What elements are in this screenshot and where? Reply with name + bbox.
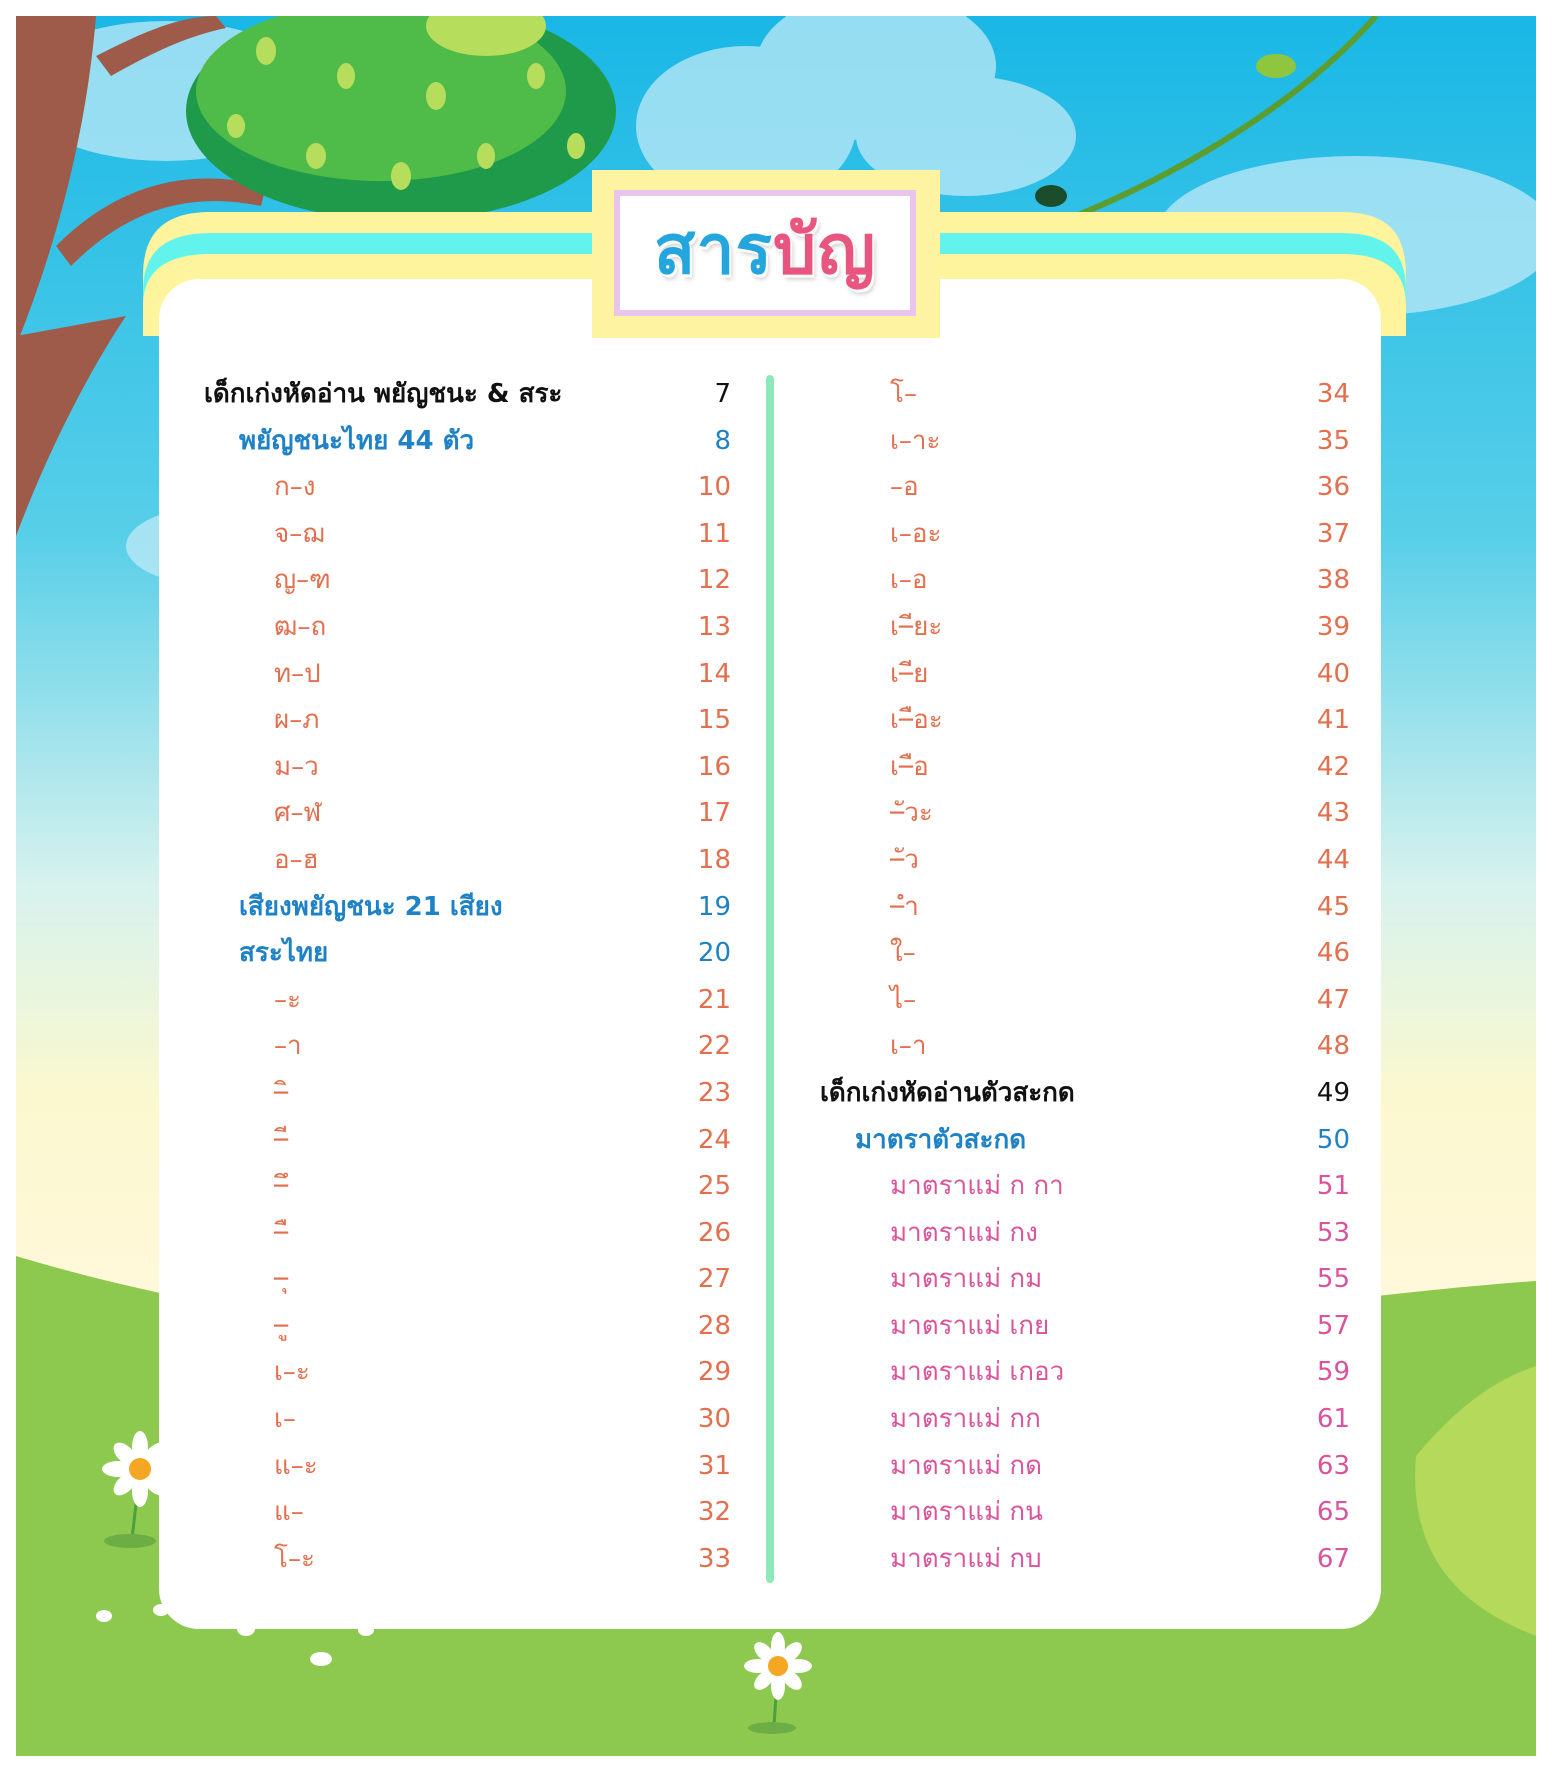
toc-entry-label: ท–ป	[274, 658, 321, 689]
toc-entry[interactable]	[820, 1308, 1350, 1355]
toc-entry-label: –ึ	[274, 1171, 289, 1202]
toc-entry-page-number: 41	[1316, 705, 1350, 736]
toc-entry[interactable]	[820, 656, 1350, 703]
toc-left-column	[204, 376, 731, 1587]
toc-entry-label: แ–ะ	[274, 1450, 318, 1481]
toc-entry-label: เด็กเก่งหัดอ่านตัวสะกด	[820, 1077, 1075, 1108]
toc-entry-page-number: 31	[697, 1450, 731, 1481]
toc-entry-label: แ–	[274, 1497, 304, 1528]
toc-entry-page-number: 38	[1316, 565, 1350, 596]
toc-entry[interactable]	[820, 423, 1350, 470]
toc-entry[interactable]	[204, 842, 731, 889]
toc-entry-page-number: 40	[1316, 658, 1350, 689]
leaf-icon	[1256, 54, 1296, 78]
toc-entry[interactable]	[820, 1448, 1350, 1495]
toc-entry-page-number: 46	[1316, 938, 1350, 969]
column-divider	[766, 375, 774, 1583]
toc-entry[interactable]	[820, 749, 1350, 796]
toc-entry-page-number: 42	[1316, 751, 1350, 782]
toc-entry[interactable]	[820, 562, 1350, 609]
toc-entry[interactable]	[204, 1401, 731, 1448]
toc-entry-page-number: 59	[1316, 1357, 1350, 1388]
leaf-icon	[1035, 185, 1067, 207]
toc-entry-page-number: 33	[697, 1543, 731, 1574]
toc-entry-page-number: 63	[1316, 1450, 1350, 1481]
toc-right-column	[820, 376, 1350, 1587]
toc-entry-page-number: 20	[697, 938, 731, 969]
toc-entry-label: เสียงพยัญชนะ 21 เสียง	[239, 891, 503, 922]
toc-entry-page-number: 65	[1316, 1497, 1350, 1528]
toc-entry[interactable]	[204, 935, 731, 982]
toc-entry[interactable]	[204, 656, 731, 703]
toc-entry-label: สระไทย	[239, 938, 329, 969]
toc-entry-label: โ–	[890, 379, 917, 409]
toc-entry-page-number: 39	[1316, 611, 1350, 642]
toc-entry-label: เ–ะ	[274, 1357, 310, 1388]
toc-entry[interactable]	[820, 1075, 1350, 1122]
toc-entry-page-number: 50	[1316, 1124, 1350, 1155]
toc-entry[interactable]	[204, 1541, 731, 1588]
toc-entry[interactable]	[820, 1261, 1350, 1308]
toc-entry[interactable]	[204, 516, 731, 563]
toc-entry[interactable]	[820, 982, 1350, 1029]
toc-entry[interactable]	[204, 423, 731, 470]
toc-entry-label: เ–	[274, 1404, 296, 1435]
toc-entry[interactable]	[204, 1168, 731, 1215]
toc-entry-page-number: 51	[1316, 1171, 1350, 1202]
toc-entry-label: มาตราแม่ กบ	[890, 1543, 1042, 1574]
toc-entry-page-number: 11	[697, 518, 731, 549]
toc-entry-page-number: 17	[697, 798, 731, 829]
toc-entry[interactable]	[820, 935, 1350, 982]
toc-entry-label: มาตราแม่ กด	[890, 1450, 1042, 1481]
toc-entry-label: เ–ือ	[890, 751, 929, 782]
toc-entry-page-number: 53	[1316, 1217, 1350, 1248]
toc-entry[interactable]	[820, 609, 1350, 656]
toc-entry[interactable]	[820, 376, 1350, 423]
toc-entry-page-number: 8	[714, 425, 731, 456]
toc-entry[interactable]	[204, 749, 731, 796]
toc-entry-page-number: 36	[1316, 472, 1350, 503]
toc-entry-label: มาตราแม่ กง	[890, 1217, 1038, 1248]
toc-entry-label: อ–ฮ	[274, 844, 319, 875]
toc-entry-page-number: 67	[1316, 1543, 1350, 1574]
toc-entry[interactable]	[204, 609, 731, 656]
toc-entry-page-number: 13	[697, 611, 731, 642]
toc-entry[interactable]	[820, 516, 1350, 563]
toc-entry-page-number: 55	[1316, 1264, 1350, 1295]
toc-entry[interactable]	[204, 469, 731, 516]
toc-entry-label: เ–าะ	[890, 425, 941, 456]
toc-entry-page-number: 27	[697, 1264, 731, 1295]
toc-entry-page-number: 23	[697, 1077, 731, 1108]
toc-entry-page-number: 19	[697, 891, 731, 922]
toc-entry-label: มาตราตัวสะกด	[855, 1124, 1027, 1155]
toc-entry-label: –ะ	[274, 984, 301, 1015]
toc-entry-label: เ–อะ	[890, 518, 942, 549]
toc-entry-page-number: 24	[697, 1124, 731, 1155]
toc-entry-label: มาตราแม่ เกย	[890, 1310, 1050, 1341]
toc-entry-page-number: 12	[697, 565, 731, 596]
toc-entry-label: มาตราแม่ กม	[890, 1264, 1043, 1295]
toc-entry-page-number: 7	[714, 379, 731, 409]
toc-entry-page-number: 26	[697, 1217, 731, 1248]
toc-entry-page-number: 44	[1316, 844, 1350, 875]
toc-entry-label: ศ–ฬ	[274, 798, 322, 829]
toc-entry-page-number: 32	[697, 1497, 731, 1528]
toc-entry[interactable]	[204, 982, 731, 1029]
toc-entry[interactable]	[204, 795, 731, 842]
toc-entry-label: พยัญชนะไทย 44 ตัว	[239, 425, 475, 456]
toc-entry-label: ไ–	[890, 984, 917, 1015]
toc-entry-page-number: 48	[1316, 1031, 1350, 1062]
toc-entry[interactable]	[204, 562, 731, 609]
toc-entry-label: มาตราแม่ กก	[890, 1404, 1041, 1435]
toc-entry-label: –ัวะ	[890, 798, 933, 829]
toc-entry[interactable]	[820, 1541, 1350, 1588]
toc-entry-page-number: 37	[1316, 518, 1350, 549]
toc-entry[interactable]	[204, 702, 731, 749]
toc-entry-label: –อ	[890, 472, 919, 503]
toc-entry-label: เ–า	[890, 1031, 927, 1062]
page-title	[653, 211, 877, 290]
toc-entry[interactable]	[204, 376, 731, 423]
toc-entry-label: มาตราแม่ เกอว	[890, 1357, 1065, 1388]
toc-entry-page-number: 29	[697, 1357, 731, 1388]
toc-entry-label: –ิ	[274, 1077, 289, 1108]
toc-entry-label: ม–ว	[274, 751, 319, 782]
toc-entry-label: –ี	[274, 1124, 289, 1155]
toc-entry-page-number: 30	[697, 1404, 731, 1435]
toc-entry-page-number: 45	[1316, 891, 1350, 922]
toc-entry[interactable]	[820, 795, 1350, 842]
toc-entry-page-number: 28	[697, 1310, 731, 1341]
toc-entry-label: ผ–ภ	[274, 705, 320, 736]
toc-entry[interactable]	[820, 1028, 1350, 1075]
toc-entry[interactable]	[820, 1354, 1350, 1401]
toc-entry-page-number: 14	[697, 658, 731, 689]
title-part-2: บัญ	[773, 211, 877, 290]
toc-entry-label: จ–ฌ	[274, 518, 325, 549]
toc-entry[interactable]	[204, 1261, 731, 1308]
toc-entry[interactable]	[820, 842, 1350, 889]
toc-entry-label: –ัว	[890, 844, 919, 875]
toc-entry-label: เ–อ	[890, 565, 928, 596]
title-box	[614, 190, 916, 316]
toc-entry-label: เด็กเก่งหัดอ่าน พยัญชนะ & สระ	[204, 379, 563, 409]
toc-entry-label: –ุ	[274, 1264, 289, 1295]
toc-entry-label: –ำ	[890, 891, 919, 922]
toc-entry-label: เ–ียะ	[890, 611, 943, 642]
toc-entry-page-number: 15	[697, 705, 731, 736]
toc-entry-page-number: 18	[697, 844, 731, 875]
toc-entry[interactable]	[204, 889, 731, 936]
toc-entry[interactable]	[204, 1028, 731, 1075]
title-part-1: สาร	[653, 211, 774, 290]
toc-entry[interactable]	[820, 469, 1350, 516]
toc-entry-label: ใ–	[890, 938, 916, 969]
book-page	[16, 16, 1536, 1756]
toc-entry-label: ญ–ฑ	[274, 565, 331, 596]
toc-entry-label: ก–ง	[274, 472, 316, 503]
toc-entry-page-number: 10	[697, 472, 731, 503]
toc-entry[interactable]	[204, 1448, 731, 1495]
toc-entry-page-number: 35	[1316, 425, 1350, 456]
toc-entry[interactable]	[820, 1215, 1350, 1262]
toc-entry-label: –า	[274, 1031, 302, 1062]
toc-entry-page-number: 34	[1316, 379, 1350, 409]
toc-entry[interactable]	[820, 1122, 1350, 1169]
toc-entry[interactable]	[204, 1308, 731, 1355]
toc-entry-page-number: 16	[697, 751, 731, 782]
toc-entry-label: –ู	[274, 1310, 289, 1341]
toc-entry[interactable]	[204, 1354, 731, 1401]
toc-entry-label: มาตราแม่ ก กา	[890, 1171, 1064, 1202]
toc-entry-label: เ–ีย	[890, 658, 929, 689]
toc-entry-page-number: 61	[1316, 1404, 1350, 1435]
toc-entry[interactable]	[820, 702, 1350, 749]
toc-entry[interactable]	[820, 1401, 1350, 1448]
toc-entry-page-number: 57	[1316, 1310, 1350, 1341]
toc-entry-label: ฒ–ถ	[274, 611, 327, 642]
toc-entry-label: –ื	[274, 1217, 289, 1248]
toc-entry[interactable]	[204, 1494, 731, 1541]
toc-entry[interactable]	[204, 1075, 731, 1122]
toc-entry-page-number: 49	[1316, 1077, 1350, 1108]
toc-entry-page-number: 43	[1316, 798, 1350, 829]
toc-entry[interactable]	[204, 1122, 731, 1169]
toc-entry-label: เ–ือะ	[890, 705, 943, 736]
toc-entry[interactable]	[204, 1215, 731, 1262]
toc-entry[interactable]	[820, 1494, 1350, 1541]
toc-entry-label: โ–ะ	[274, 1543, 315, 1574]
toc-entry-page-number: 22	[697, 1031, 731, 1062]
toc-entry-page-number: 21	[697, 984, 731, 1015]
toc-entry-page-number: 47	[1316, 984, 1350, 1015]
toc-entry-page-number: 25	[697, 1171, 731, 1202]
toc-entry-label: มาตราแม่ กน	[890, 1497, 1043, 1528]
toc-entry[interactable]	[820, 1168, 1350, 1215]
toc-entry[interactable]	[820, 889, 1350, 936]
